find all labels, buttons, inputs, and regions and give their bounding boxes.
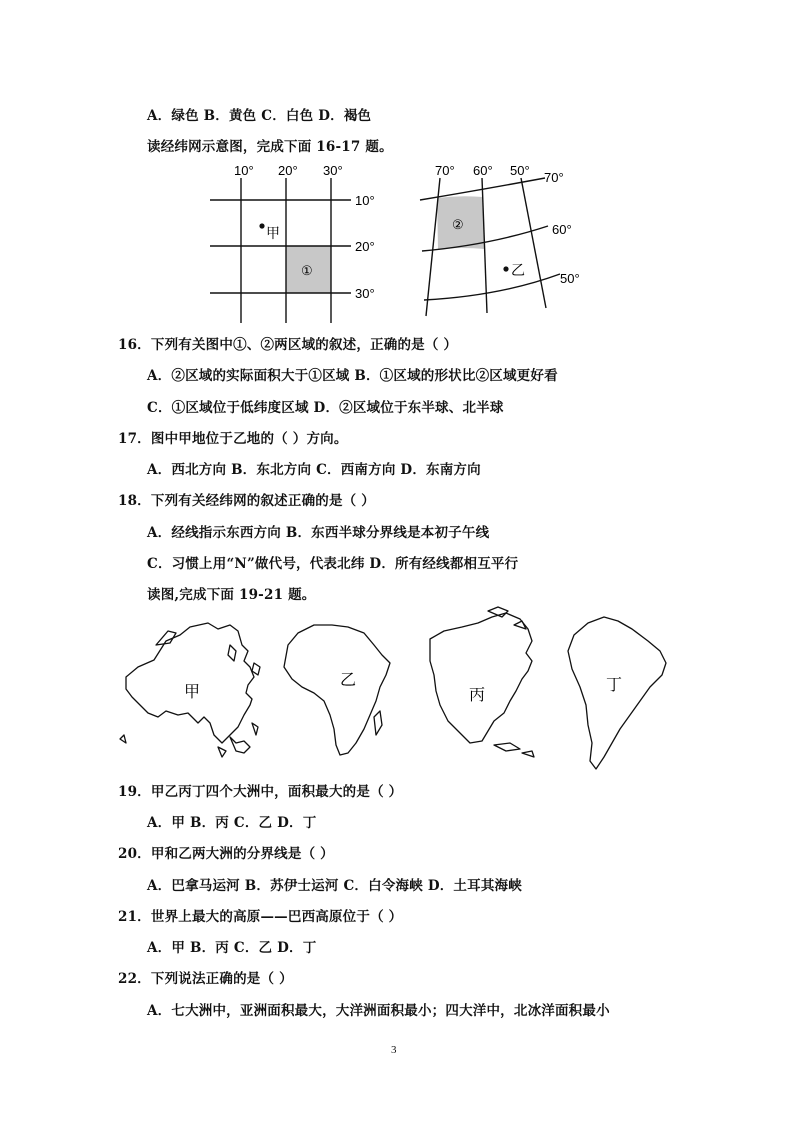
continent-label-yi: 乙 bbox=[340, 672, 357, 689]
lat-label-30: 30° bbox=[355, 286, 375, 301]
lon-label-30: 30° bbox=[323, 163, 343, 178]
continent-label-ding: 丁 bbox=[606, 677, 623, 694]
point-yi-dot bbox=[503, 266, 508, 271]
point-jia-label: 甲 bbox=[266, 225, 280, 241]
lat-label-70: 70° bbox=[544, 170, 564, 185]
lat-label-20: 20° bbox=[355, 239, 375, 254]
continents-figure bbox=[118, 605, 688, 775]
lon-label-20: 20° bbox=[278, 163, 298, 178]
question-16-options-cd: C．①区域位于低纬度区域 D．②区域位于东半球、北半球 bbox=[147, 400, 504, 416]
question-20-options: A．巴拿马运河 B．苏伊士运河 C．白令海峡 D．土耳其海峡 bbox=[147, 878, 522, 894]
question-18-options-ab: A．经线指示东西方向 B．东西半球分界线是本初子午线 bbox=[147, 525, 490, 541]
point-jia-dot bbox=[259, 223, 264, 228]
page-number: 3 bbox=[391, 1044, 397, 1056]
lat-label-60: 60° bbox=[552, 222, 572, 237]
region-2-label: ② bbox=[452, 217, 464, 232]
question-21-options: A．甲 B．丙 C．乙 D．丁 bbox=[147, 940, 317, 956]
question-19: 19．甲乙丙丁四个大洲中，面积最大的是（ ） bbox=[118, 784, 403, 800]
question-17-options: A．西北方向 B．东北方向 C．西南方向 D．东南方向 bbox=[147, 462, 481, 478]
question-16: 16．下列有关图中①、②两区域的叙述，正确的是（ ） bbox=[118, 337, 458, 353]
lon-label-70: 70° bbox=[435, 163, 455, 178]
question-21: 21．世界上最大的高原——巴西高原位于（ ） bbox=[118, 909, 403, 925]
continent-asia-outline bbox=[126, 623, 254, 743]
question-18: 18．下列有关经纬网的叙述正确的是（ ） bbox=[118, 493, 375, 509]
point-yi-label: 乙 bbox=[511, 262, 525, 278]
question-19-options: A．甲 B．丙 C．乙 D．丁 bbox=[147, 815, 317, 831]
lon-label-10: 10° bbox=[234, 163, 254, 178]
continent-africa-outline bbox=[284, 625, 390, 755]
question-16-options-ab: A．②区域的实际面积大于①区域 B．①区域的形状比②区域更好看 bbox=[147, 368, 558, 384]
question-18-options-cd: C．习惯上用“N”做代号，代表北纬 D．所有经线都相互平行 bbox=[147, 556, 519, 572]
section-intro-16-17: 读经纬网示意图，完成下面 16-17 题。 bbox=[147, 139, 393, 155]
region-1-label: ① bbox=[301, 263, 313, 278]
section-intro-19-21: 读图,完成下面 19-21 题。 bbox=[147, 587, 316, 603]
lon-label-60: 60° bbox=[473, 163, 493, 178]
question-17: 17．图中甲地位于乙地的（ ）方向。 bbox=[118, 431, 348, 447]
q15-options: A．绿色 B．黄色 C．白色 D．褐色 bbox=[147, 108, 372, 124]
lon-label-50: 50° bbox=[510, 163, 530, 178]
continent-label-bing: 丙 bbox=[469, 687, 486, 704]
continent-north-america-outline bbox=[430, 613, 532, 743]
lat-label-10: 10° bbox=[355, 193, 375, 208]
continent-label-jia: 甲 bbox=[184, 684, 201, 701]
question-20: 20．甲和乙两大洲的分界线是（ ） bbox=[118, 846, 334, 862]
question-22-option-a: A．七大洲中，亚洲面积最大，大洋洲面积最小；四大洋中，北冰洋面积最小 bbox=[147, 1003, 610, 1019]
question-22: 22．下列说法正确的是（ ） bbox=[118, 971, 293, 987]
lat-label-50: 50° bbox=[560, 271, 580, 286]
grid-left-figure bbox=[205, 158, 390, 328]
grid-right-figure bbox=[400, 158, 600, 328]
